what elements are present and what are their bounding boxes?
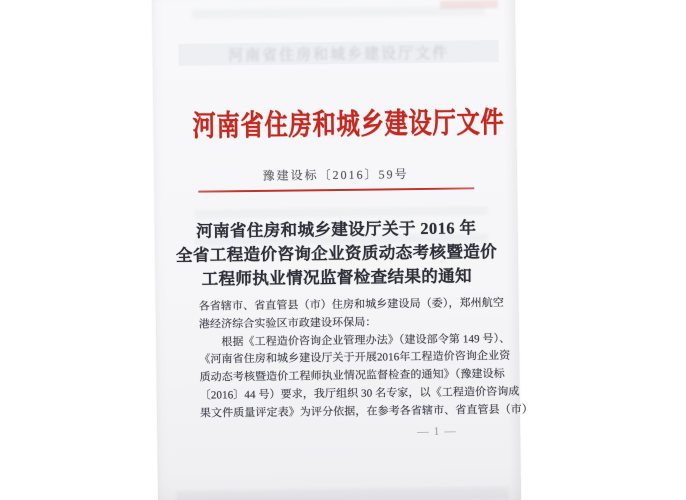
body-line: 果文件质量评定表》为评分依据，在参考各省辖市、省直管县（市） <box>199 403 534 420</box>
letterhead-title <box>153 100 516 145</box>
notice-body <box>198 295 534 423</box>
notice-title <box>155 216 519 292</box>
bleed-through-band <box>178 40 498 66</box>
page-number: — 1 — <box>417 425 457 439</box>
bleed-through-text: 河南省住房和城乡建设厅文件 <box>227 45 450 64</box>
bleed-through-red-smudge <box>440 0 498 9</box>
letterhead-rule <box>198 187 474 192</box>
document-number: 豫建设标〔2016〕59号 <box>262 167 409 183</box>
document-page <box>152 0 534 500</box>
letterhead-title-text: 河南省住房和城乡建设厅文件 <box>192 106 505 143</box>
body-line: 质动态考核暨造价工程师执业情况监督检查的通知》（豫建设标 <box>199 368 505 384</box>
notice-title-line: 全省工程造价咨询企业资质动态考核暨造价 <box>175 242 498 265</box>
body-line: 〔2016〕44 号）要求，我厅组织 30 名专家，以《工程造价咨询成 <box>199 385 520 402</box>
body-line: 根据《工程造价咨询企业管理办法》（建设部令第 149 号）、 <box>199 332 511 349</box>
notice-title-line: 河南省住房和城乡建设厅关于 2016 年 <box>196 218 477 241</box>
notice-title-line: 工程师执业情况监督检查结果的通知 <box>201 266 473 289</box>
body-line: 港经济综合实验区市政建设环保局： <box>198 316 377 331</box>
body-line: 各省辖市、省直管县（市）住房和城乡建设局（委），郑州航空 <box>198 296 505 313</box>
body-line: 《河南省住房和城乡建设厅关于开展2016年工程造价咨询企业资 <box>199 350 511 367</box>
bleed-through-bottom-band <box>176 487 509 500</box>
